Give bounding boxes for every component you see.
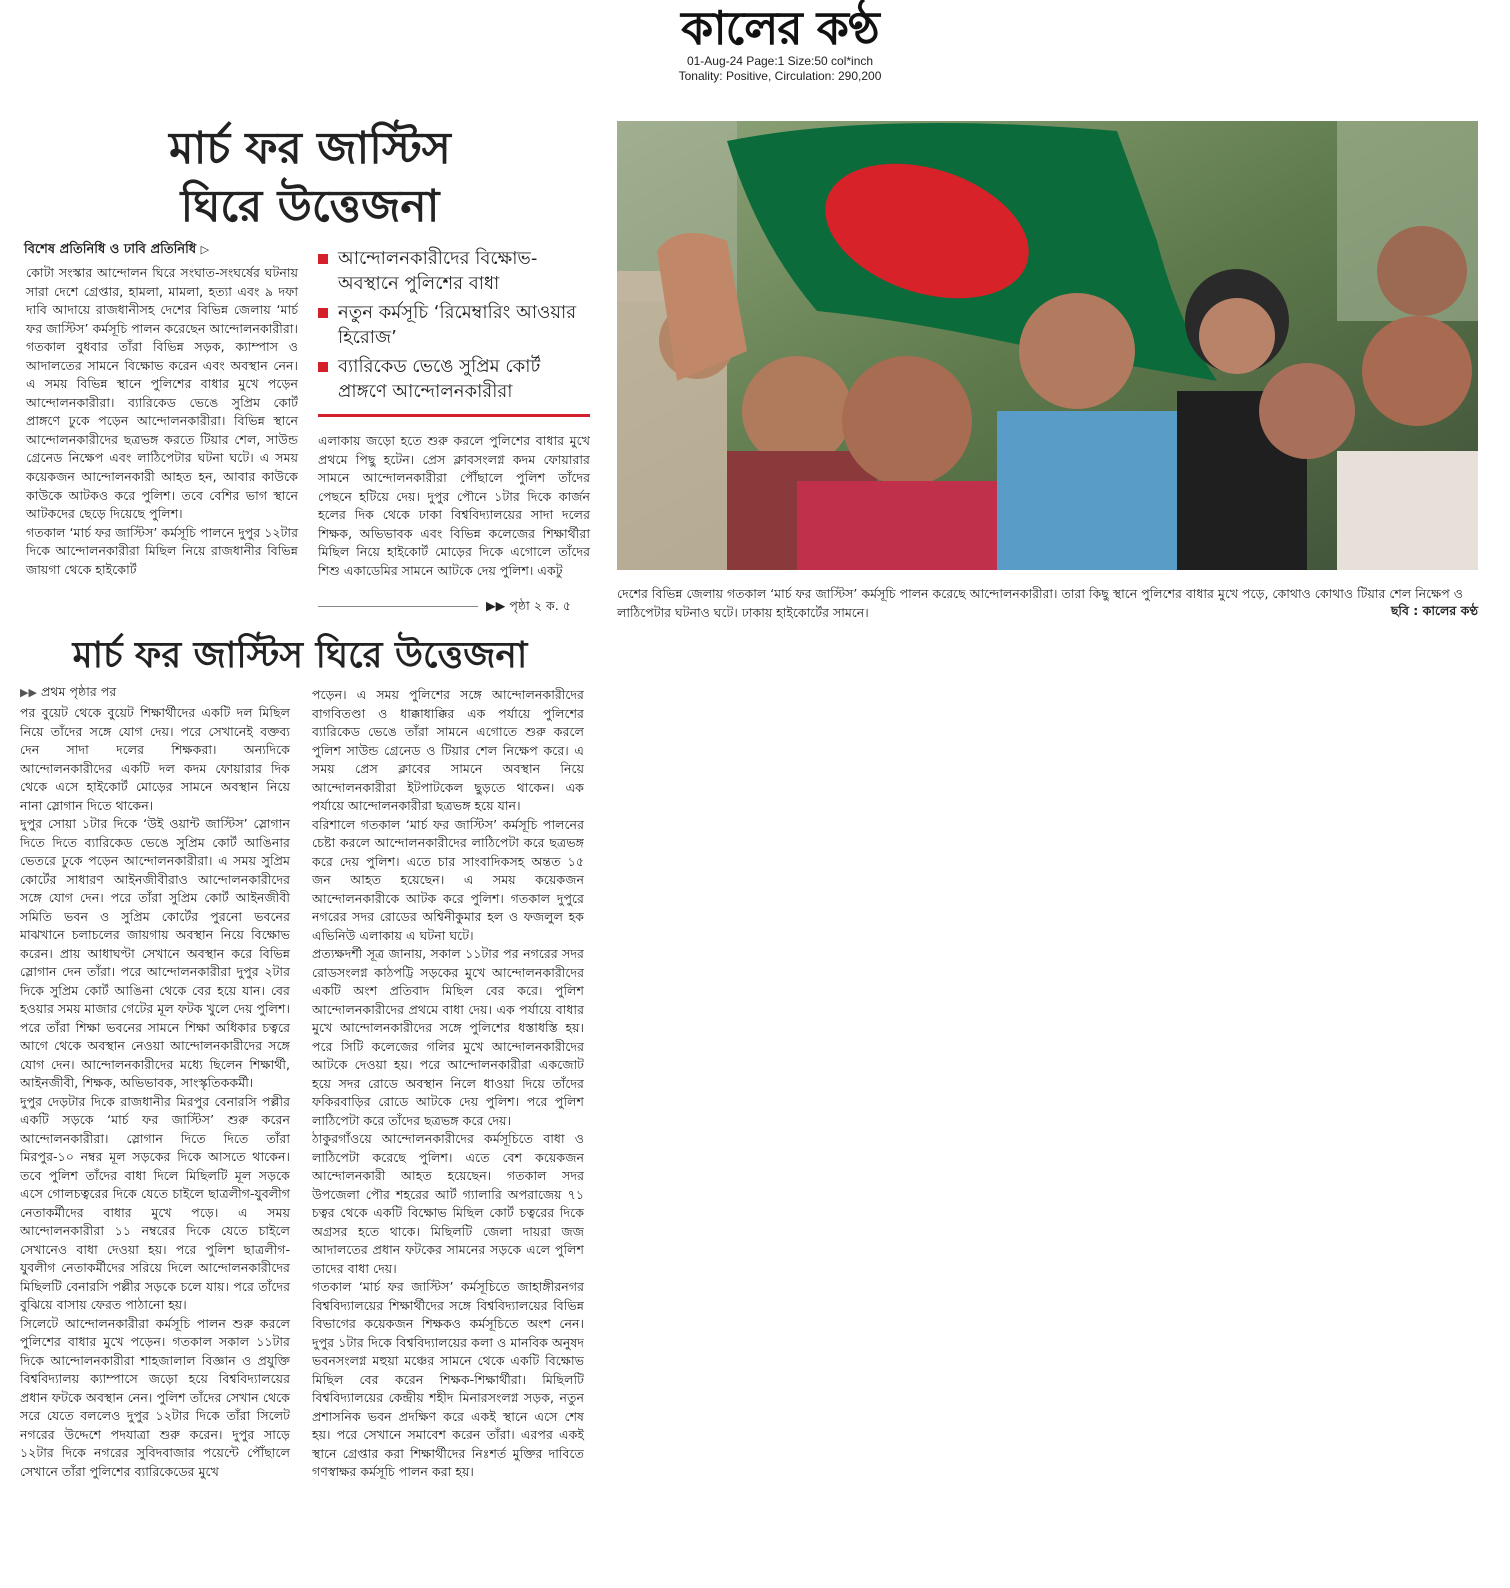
paragraph: বরিশালে গতকাল ‘মার্চ ফর জাস্টিস’ কর্মসূচি পালনের চেষ্টা করলে আন্দোলনকারীদের লাঠিপেটা করে ছত্রভঙ্গ করে দেয় পুলিশ। এতে চার সাংবাদিকসহ অন্তত ১৫ জন আহত হয়েছেন। এ সময় কয়েকজন আন্দোলনকারীকে আটক করে পুলিশ। গতকাল দুপুরে নগরের সদর রোডের অশ্বিনীকুমার হল ও ফজলুল হক এভিনিউ এলাকায় এ ঘটনা ঘটে। [312,816,584,943]
paragraph: গতকাল ‘মার্চ ফর জাস্টিস’ কর্মসূচি পালনে দুপুর ১২টার দিকে আন্দোলনকারীরা মিছিল নিয়ে রাজধানীর বিভিন্ন জায়গা থেকে হাইকোর্ট [26,524,299,577]
clipping-meta-line1: 01-Aug-24 Page:1 Size:50 col*inch [686,54,874,68]
paragraph: ঠাকুরগাঁওয়ে আন্দোলনকারীদের কর্মসূচিতে বাধা ও লাঠিপেটা করেছে পুলিশ। এতে বেশ কয়েকজন আন্দোলনকারী আহত হয়েছেন। গতকাল সদর উপজেলা পৌর শহরের আর্ট গ্যালারি অপরাজেয় ৭১ চত্বর থেকে একটি বিক্ষোভ মিছিল কোর্ট চত্বরের দিকে অগ্রসর হতে থাকে। মিছিলটি জেলা দায়রা জজ আদালতের প্রধান ফটকের সামনের সড়কে এলে পুলিশ তাদের বাধা দেয়। [312,1131,584,1276]
jump-text: ▶▶ পৃষ্ঠা ২ ক. ৫ [486,598,571,613]
jump-line [318,598,590,618]
red-square-icon [318,362,328,372]
front-headline [60,120,560,236]
paragraph: দুপুর সোয়া ১টার দিকে ‘উই ওয়ান্ট জাস্টিস’ স্লোগান দিতে দিতে ব্যারিকেড ভেঙে সুপ্রিম কোর্ট আঙিনার ভেতরে ঢুকে পড়েন আন্দোলনকারীরা। এ সময় সুপ্রিম কোর্টের সাধারণ আইনজীবীরাও আন্দোলনকারীদের সঙ্গে যোগ দেন। পরে তাঁরা সুপ্রিম কোর্ট আইনজীবী সমিতি ভবন ও সুপ্রিম কোর্টের পুরনো ভবনের মাঝখানে চলাচলের জায়গায় অবস্থান নিয়ে বিক্ষোভ করেন। প্রায় আধাঘণ্টা সেখানে অবস্থান করে বিভিন্ন স্লোগান দেন তাঁরা। পরে আন্দোলনকারীরা দুপুর ২টার দিকে সুপ্রিম কোর্ট আঙিনা থেকে বের হয়ে যান। বের হওয়ার সময় মাজার গেটের মূল ফটক খুলে দেয় পুলিশ। পরে তাঁরা শিক্ষা ভবনের সামনে শিক্ষা অধিকার চত্বরে আগে থেকে অবস্থান নেওয়া আন্দোলনকারীদের সঙ্গে যোগ দেন। আন্দোলনকারীদের মধ্যে ছিলেন শিক্ষার্থী, আইনজীবী, শিক্ষক, অভিভাবক, সাংস্কৃতিককর্মী। [20,816,290,1090]
red-square-icon [318,308,328,318]
bullet-item [318,300,593,350]
bullet-text: নতুন কর্মসূচি ‘রিমেম্বারিং আওয়ার হিরোজ’ [338,302,577,348]
front-column-1 [26,264,298,579]
red-divider [318,414,590,417]
front-headline-line2: ঘিরে উত্তেজনা [180,181,440,232]
bullet-item [318,354,593,404]
continuation-column-1 [20,704,290,1481]
newspaper-logo: কালের কণ্ঠ [681,1,879,55]
continued-from-label: প্রথম পৃষ্ঠার পর [40,684,117,699]
front-headline-line1: মার্চ ফর জাস্টিস [169,123,451,174]
bullet-item [318,246,593,296]
bullet-text: আন্দোলনকারীদের বিক্ষোভ-অবস্থানে পুলিশের বাধা [338,248,538,294]
paragraph: গতকাল ‘মার্চ ফর জাস্টিস’ কর্মসূচিতে জাহাঙ্গীরনগর বিশ্ববিদ্যালয়ের শিক্ষার্থীদের সঙ্গে বিশ্ববিদ্যালয়ের বিভিন্ন বিভাগের কয়েকজন শিক্ষকও কর্মসূচিতে অংশ নেন। দুপুর ১টার দিকে বিশ্ববিদ্যালয়ের কলা ও মানবিক অনুষদ ভবনসংলগ্ন মহুয়া মঞ্চের সামনে থেকে একটি বিক্ষোভ মিছিল বের করেন শিক্ষক-শিক্ষার্থীরা। মিছিলটি বিশ্ববিদ্যালয়ের কেন্দ্রীয় শহীদ মিনারসংলগ্ন সড়ক, নতুন প্রশাসনিক ভবন প্রদক্ষিণ করে একই স্থানে এসে শেষ হয়। পরে সেখানে সমাবেশ করেন তাঁরা। এরপর একই স্থানে গ্রেপ্তার করা শিক্ষার্থীদের নিঃশর্ত মুক্তির দাবিতে গণস্বাক্ষর কর্মসূচি পালন করা হয়। [312,1279,584,1479]
news-photo [617,121,1478,570]
highlight-bullets [318,246,593,408]
masthead [560,2,1000,84]
photo-caption: দেশের বিভিন্ন জেলায় গতকাল ‘মার্চ ফর জাস্টিস’ কর্মসূচি পালন করেছে আন্দোলনকারীরা। তারা কিছু স্থানে পুলিশের বাধার মুখে পড়ে, কোথাও কোথাও টিয়ার শেল নিক্ষেপ ও লাঠিপেটার ঘটনাও ঘটে। ঢাকায় হাইকোর্টের সামনে। [617,586,1463,620]
paragraph: দুপুর দেড়টার দিকে রাজধানীর মিরপুর বেনারসি পল্লীর একটি সড়কে ‘মার্চ ফর জাস্টিস’ শুরু করেন আন্দোলনকারীরা। স্লোগান দিতে দিতে তাঁরা মিরপুর-১০ নম্বর মূল সড়কের দিকে আসতে থাকেন। তবে পুলিশ তাঁদের বাধা দিলে মিছিলটি মূল সড়কে এসে গোলচত্বরের দিকে যেতে চাইলে ছাত্রলীগ-যুবলীগ নেতাকর্মীদের বাধার মুখে পড়ে। এ সময় আন্দোলনকারীরা ১১ নম্বরের দিকে যেতে চাইলে সেখানেও বাধা দেওয়া হয়। পরে পুলিশ ছাত্রলীগ-যুবলীগ নেতাকর্মীদের সরিয়ে দিলে আন্দোলনকারীদের মিছিলটি বেনারসি পল্লীর সড়কে চলে যায়। পরে তাঁদের বুঝিয়ে বাসায় ফেরত পাঠানো হয়। [20,1093,290,1312]
photo-credit: ছবি : কালের কণ্ঠ [1390,603,1478,618]
continued-from [20,684,290,704]
red-square-icon [318,254,328,264]
byline [24,240,314,261]
paragraph: প্রত্যক্ষদর্শী সূত্র জানায়, সকাল ১১টার পর নগরের সদর রোডসংলগ্ন কাঠপট্টি সড়কের মুখে আন্দোলনকারীদের একটি অংশ প্রতিবাদ মিছিল বের করে। পুলিশ আন্দোলনকারীদের প্রথমে বাধা দেয়। এক পর্যায়ে বাধার মুখে আন্দোলনকারীদের সঙ্গে পুলিশের ধস্তাধস্তি হয়। পরে সিটি কলেজের গলির মুখে আন্দোলনকারীদের আটকে দেওয়া হয়। পরে আন্দোলনকারীরা একজোট হয়ে সদর রোডে অবস্থান নিলে ধাওয়া দিয়ে তাঁদের ফকিরবাড়ির রোডে আটকে দেয় পুলিশ। পরে পুলিশ লাঠিপেটা করে তাঁদের ছত্রভঙ্গ করে দেয়। [312,946,584,1128]
continuation-headline: মার্চ ফর জাস্টিস ঘিরে উত্তেজনা [72,635,528,676]
continuation-column-2 [312,686,584,1482]
paragraph: পড়েন। এ সময় পুলিশের সঙ্গে আন্দোলনকারীদের বাগবিতণ্ডা ও ধাক্কাধাক্কির এক পর্যায়ে পুলিশের ব্যারিকেড ভেঙে তাঁরা সামনে এগোতে শুরু করলে পুলিশ সাউন্ড গ্রেনেড ও টিয়ার শেল নিক্ষেপ করে। এ সময় প্রেস ক্লাবের সামনে অবস্থান নিয়ে আন্দোলনকারীরা ইটপাটকেল ছুড়তে থাকেন। এক পর্যায়ে আন্দোলনকারীরা ছত্রভঙ্গ হয়ে যান। [312,687,584,813]
paragraph: সিলেটে আন্দোলনকারীরা কর্মসূচি পালন শুরু করলে পুলিশের বাধার মুখে পড়েন। গতকাল সকাল ১১টার দিকে আন্দোলনকারীরা শাহজালাল বিজ্ঞান ও প্রযুক্তি বিশ্ববিদ্যালয় ক্যাম্পাসে জড়ো হয়ে বিশ্ববিদ্যালয়ের প্রধান ফটকে অবস্থান নেন। পুলিশ তাঁদের সেখান থেকে সরে যেতে বললেও দুপুর ১২টার দিকে তাঁরা সিলেট নগরের উদ্দেশে পদযাত্রা শুরু করেন। দুপুর সাড়ে ১২টার দিকে নগরের সুবিদবাজার পয়েন্টে পৌঁছালে সেখানে তাঁরা পুলিশের ব্যারিকেডের মুখে [20,1315,290,1479]
bullet-text: ব্যারিকেড ভেঙে সুপ্রিম কোর্ট প্রাঙ্গণে আন্দোলনকারীরা [338,356,541,402]
byline-arrow-icon: ▷ [200,243,210,256]
paragraph: এলাকায় জড়ো হতে শুরু করলে পুলিশের বাধার মুখে প্রথমে পিছু হটেন। প্রেস ক্লাবসংলগ্ন কদম ফোয়ারার সামনে আন্দোলনকারীরা পৌঁছালে পুলিশ তাঁদের পেছনে হটিয়ে দেয়। দুপুর পৌনে ১টার দিকে কার্জন হলের দিক থেকে ঢাকা বিশ্ববিদ্যালয়ের সাদা দলের শিক্ষক, অভিভাবক এবং বিভিন্ন কলেজের শিক্ষার্থীরা মিছিল নিয়ে হাইকোর্ট মোড়ের দিকে এগোলে তাঁদের শিশু একাডেমির সামনে আটকে দেয় পুলিশ। একটু [318,433,590,578]
clipping-meta-line2: Tonality: Positive, Circulation: 290,200 [678,69,882,83]
front-column-2 [318,432,590,580]
double-arrow-icon: ▶▶ [20,686,37,699]
protest-photo-illustration [617,121,1478,570]
byline-text: বিশেষ প্রতিনিধি ও ঢাবি প্রতিনিধি [24,242,197,257]
jump-rule [318,606,478,607]
paragraph: কোটা সংস্কার আন্দোলন ঘিরে সংঘাত-সংঘর্ষের ঘটনায় সারা দেশে গ্রেপ্তার, হামলা, মামলা, হত্যা এবং ৯ দফা দাবি আদায়ে রাজধানীসহ দেশের বিভিন্ন জেলায় ‘মার্চ ফর জাস্টিস’ কর্মসূচি পালন করেছেন আন্দোলনকারীরা। গতকাল বুধবার তাঁরা বিভিন্ন সড়ক, ক্যাম্পাস ও আদালতের সামনে বিক্ষোভ করেন এবং অবস্থান নেন। এ সময় বিভিন্ন স্থানে পুলিশের বাধার মুখে পড়েন আন্দোলনকারীরা। ব্যারিকেড ভেঙে সুপ্রিম কোর্ট প্রাঙ্গণে ঢুকে পড়েন আন্দোলনকারীরা। বিভিন্ন স্থানে আন্দোলনকারীদের ছত্রভঙ্গ করতে টিয়ার শেল, সাউন্ড গ্রেনেড নিক্ষেপ এবং লাঠিপেটার ঘটনা ঘটে। এ সময় কয়েকজন আন্দোলনকারী আহত হন, আবার কাউকে কাউকে আটকও করে পুলিশ। তবে বেশির ভাগ স্থানে আটকদের ছেড়ে দিয়েছে পুলিশ। [26,265,298,522]
paragraph: পর বুয়েট থেকে বুয়েট শিক্ষার্থীদের একটি দল মিছিল নিয়ে তাঁদের সঙ্গে যোগ দেয়। পরে সেখানেই বক্তব্য দেন সাদা দলের শিক্ষকরা। অন্যদিকে আন্দোলনকারীদের একটি দল কদম ফোয়ারার দিক থেকে এসে হাইকোর্ট মোড়ের সামনে অবস্থান নিয়ে নানা স্লোগান দিতে থাকেন। [20,705,290,813]
